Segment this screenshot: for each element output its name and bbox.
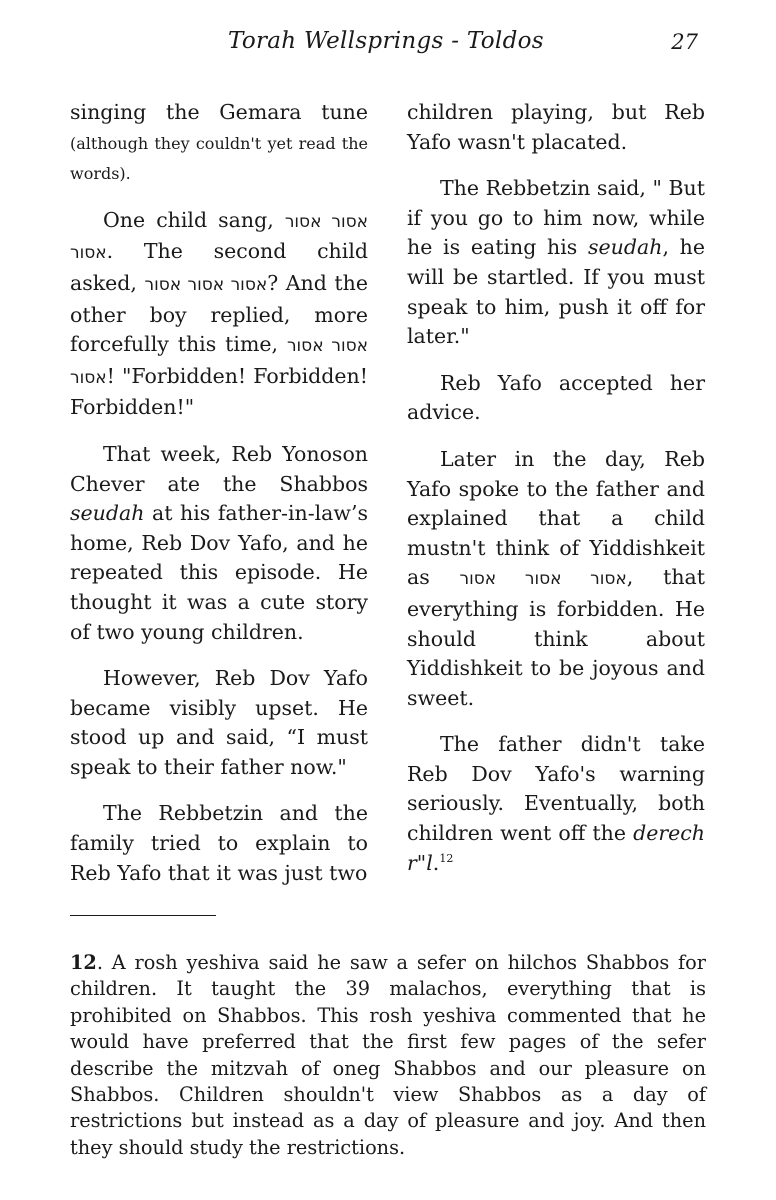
italic-term: derech r"l [407, 821, 705, 875]
left-column [70, 98, 368, 905]
paragraph: The Rebbetzin and the family tried to explain to Reb Yafo that it was just two [70, 801, 368, 885]
parenthetical-note: (although they couldn't yet read the words). [70, 133, 368, 184]
hebrew-text: אסור אסור אסור [70, 211, 368, 264]
paragraph [407, 445, 705, 713]
italic-term: seudah [588, 235, 663, 260]
text-span: The Rebbetzin said, " But if you go to him now, while he is eating his [407, 176, 705, 260]
footnote-text: . A rosh yeshiva said he saw a sefer on hilchos Shabbos for children. It taught the 39 malachos, everything that is prohibited on Shabbos. This rosh yeshiva commented that he would have preferred that the first few pages of the sefer describe the mitzvah of oneg Shabbos and our pleasure on Shabbos. Children shouldn't view Shabbos as a day of restrictions but instead as a day of pleasure and joy. And then they should study the restrictions. [70, 951, 706, 1159]
paragraph [407, 174, 705, 352]
paragraph [70, 98, 368, 189]
text-span: ! "Forbidden! Forbidden! Forbidden!" [70, 363, 368, 420]
text-span: , that everything is forbidden. He should think about Yiddishkeit to be joyous and sweet. [407, 565, 705, 710]
text-span: singing the Gemara tune [70, 100, 368, 124]
paragraph: However, Reb Dov Yafo became visibly upset. He stood up and said, “I must speak to their father now." [70, 666, 368, 779]
footnote-reference[interactable]: 12 [439, 851, 454, 865]
footnote [70, 950, 706, 1161]
page-number: 27 [671, 30, 698, 54]
paragraph [70, 206, 368, 423]
running-header [0, 28, 776, 62]
hebrew-text: אסור אסור אסור [70, 336, 368, 388]
hebrew-text: אסור אסור אסור [459, 569, 627, 590]
text-span: . The second child asked, [70, 239, 368, 295]
text-span: . [432, 850, 440, 875]
paragraph [70, 440, 368, 647]
footnote-number: 12 [70, 951, 97, 974]
italic-term: seudah [70, 501, 145, 526]
right-column [407, 98, 705, 895]
text-span: at his father-in-law’s home, Reb Dov Yafo, and he repeated this episode. He thought it was a cute story of two young children. [70, 501, 368, 644]
text-span: , he will be startled. If you must speak to him, push it off for later." [407, 235, 706, 349]
hebrew-text: אסור אסור אסור [144, 274, 268, 295]
text-span: That week, Reb Yonoson Chever ate the Shabbos [70, 441, 368, 496]
running-title: Torah Wellsprings - Toldos [228, 28, 544, 54]
text-span: The father didn't take Reb Dov Yafo's warning seriously. Eventually, both children went off the [407, 732, 705, 846]
paragraph: Reb Yafo accepted her advice. [407, 370, 705, 425]
paragraph [407, 730, 705, 878]
text-span: ? And the other boy replied, more forcefully this time, [70, 270, 368, 357]
text-span: One child sang, [103, 207, 285, 232]
footnote-separator [70, 915, 216, 916]
paragraph: children playing, but Reb Yafo wasn't placated. [407, 100, 705, 154]
text-span: Later in the day, Reb Yafo spoke to the father and explained that a child mustn't think of Yiddishkeit as [407, 446, 705, 590]
